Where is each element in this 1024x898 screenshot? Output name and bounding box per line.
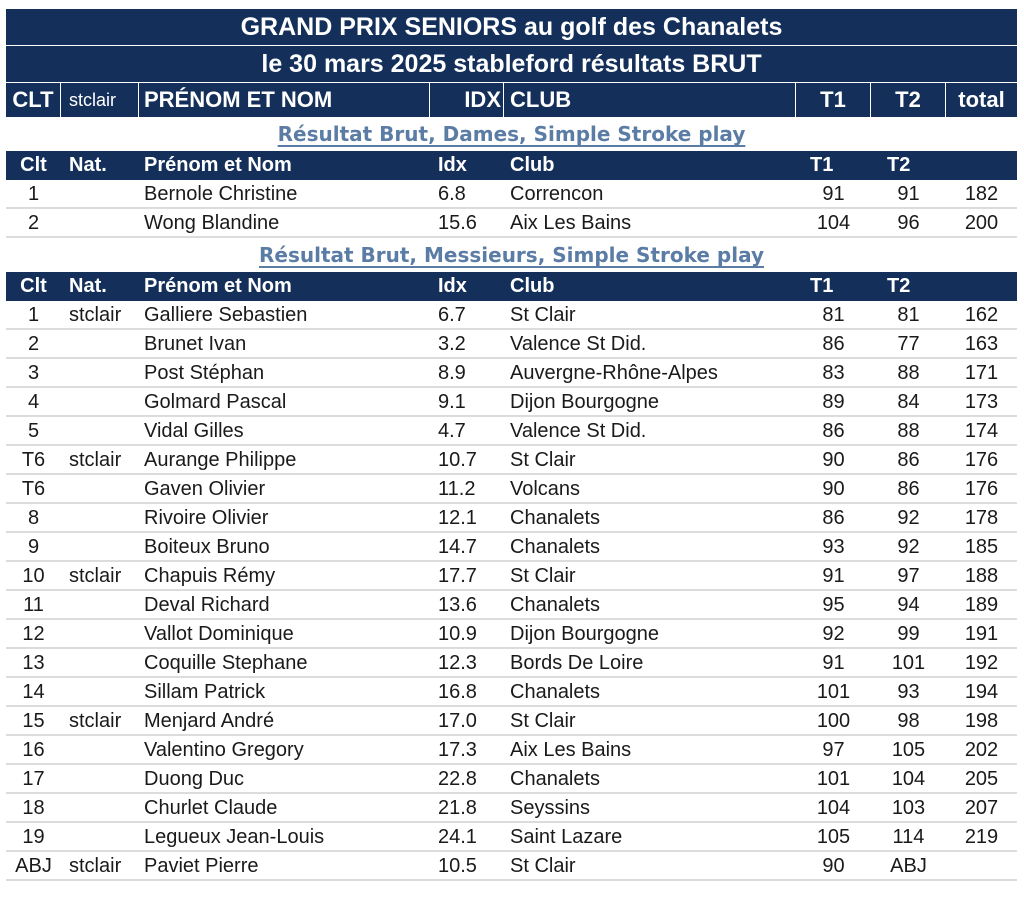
cell-t2: 81 — [897, 304, 920, 326]
cell-idx: 8.9 — [438, 362, 466, 384]
cell-total: 202 — [964, 739, 999, 761]
cell-idx: 9.1 — [438, 391, 466, 413]
cell-name: Deval Richard — [144, 594, 270, 616]
cell-total: 219 — [964, 826, 999, 848]
subheader-clt: Clt — [20, 275, 47, 297]
cell-total: 163 — [964, 333, 999, 355]
cell-club: St Clair — [510, 449, 576, 471]
cell-club: Seyssins — [510, 797, 591, 819]
cell-t1: 91 — [822, 183, 845, 205]
cell-clt: T6 — [21, 449, 46, 471]
table-row — [6, 620, 1017, 649]
cell-club: Chanalets — [510, 681, 601, 703]
subheader-empty — [946, 151, 1017, 180]
cell-nat: stclair — [69, 855, 122, 877]
cell-t2: 104 — [891, 768, 926, 790]
cell-t2: 93 — [897, 681, 920, 703]
cell-t1: 104 — [816, 797, 851, 819]
cell-clt: 4 — [27, 391, 40, 413]
cell-clt: 11 — [23, 594, 44, 616]
cell-clt: 2 — [27, 333, 40, 355]
cell-clt: 13 — [22, 652, 45, 674]
table-row — [6, 823, 1017, 852]
subheader-empty — [946, 272, 1017, 301]
subheader-nat: Nat. — [69, 154, 107, 176]
subheader-t2: T2 — [887, 154, 911, 176]
subheader-t1: T1 — [810, 275, 834, 297]
cell-t2: 98 — [897, 710, 920, 732]
cell-total: 198 — [964, 710, 999, 732]
table-row — [6, 707, 1017, 736]
section-title — [6, 117, 1017, 151]
cell-club: St Clair — [510, 565, 576, 587]
cell-total: 173 — [964, 391, 999, 413]
cell-name: Wong Blandine — [144, 212, 280, 234]
cell-t2: 96 — [897, 212, 920, 234]
cell-club: St Clair — [510, 855, 576, 877]
cell-name: Vallot Dominique — [144, 623, 294, 645]
cell-total: 205 — [964, 768, 999, 790]
table-row — [6, 765, 1017, 794]
cell-club: Aix Les Bains — [510, 212, 632, 234]
cell-idx: 17.7 — [438, 565, 477, 587]
cell-clt: 10 — [22, 565, 45, 587]
cell-clt: 17 — [22, 768, 45, 790]
cell-t2: 77 — [897, 333, 920, 355]
cell-nat — [61, 649, 139, 676]
cell-total: 176 — [964, 478, 999, 500]
cell-name: Chapuis Rémy — [144, 565, 276, 587]
table-row — [6, 301, 1017, 330]
cell-name: Post Stéphan — [144, 362, 265, 384]
table-row — [6, 209, 1017, 238]
cell-nat — [61, 620, 139, 647]
cell-t2: 91 — [897, 183, 920, 205]
cell-t1: 101 — [816, 681, 851, 703]
table-row — [6, 417, 1017, 446]
header-name: PRÉNOM ET NOM — [139, 83, 430, 117]
cell-nat — [61, 417, 139, 444]
header-total: total — [958, 87, 1005, 112]
table-row — [6, 736, 1017, 765]
cell-idx: 3.2 — [438, 333, 466, 355]
table-row — [6, 180, 1017, 209]
header-t1: T1 — [796, 83, 871, 117]
header-t2: T2 — [871, 83, 946, 117]
cell-club: Aix Les Bains — [510, 739, 632, 761]
cell-clt: 16 — [22, 739, 45, 761]
cell-total: 194 — [964, 681, 999, 703]
cell-club: Volcans — [510, 478, 581, 500]
cell-nat — [61, 180, 139, 207]
results-sections — [6, 117, 1017, 881]
section-title — [6, 238, 1017, 272]
cell-club: Saint Lazare — [510, 826, 623, 848]
cell-nat — [61, 388, 139, 415]
section-subheader-row — [6, 151, 1017, 180]
cell-t2: ABJ — [890, 855, 927, 877]
cell-idx: 13.6 — [438, 594, 477, 616]
cell-clt: 1 — [27, 183, 40, 205]
cell-t1: 86 — [822, 420, 845, 442]
cell-idx: 24.1 — [438, 826, 477, 848]
cell-nat: stclair — [69, 449, 122, 471]
cell-name: Aurange Philippe — [144, 449, 297, 471]
cell-total: 178 — [964, 507, 999, 529]
cell-t2: 86 — [897, 478, 920, 500]
cell-t1: 91 — [822, 565, 845, 587]
cell-total: 171 — [964, 362, 999, 384]
cell-t1: 90 — [822, 449, 845, 471]
cell-clt: 1 — [27, 304, 40, 326]
header-idx: IDX — [430, 83, 504, 117]
cell-t2: 105 — [891, 739, 926, 761]
cell-t2: 103 — [891, 797, 926, 819]
cell-t2: 97 — [897, 565, 920, 587]
cell-idx: 14.7 — [438, 536, 477, 558]
header-nat: stclair — [61, 83, 139, 117]
subheader-club: Club — [510, 154, 555, 176]
cell-name: Galliere Sebastien — [144, 304, 308, 326]
cell-name: Paviet Pierre — [144, 855, 259, 877]
cell-idx: 12.3 — [438, 652, 477, 674]
cell-idx: 10.7 — [438, 449, 477, 471]
title-line-2: le 30 mars 2025 stableford résultats BRUT — [6, 46, 1017, 83]
cell-club: Chanalets — [510, 536, 601, 558]
cell-club: Correncon — [510, 183, 604, 205]
cell-idx: 17.0 — [438, 710, 477, 732]
cell-clt: ABJ — [15, 855, 52, 877]
cell-total: 207 — [964, 797, 999, 819]
table-row — [6, 359, 1017, 388]
cell-t2: 99 — [897, 623, 920, 645]
cell-idx: 15.6 — [438, 212, 477, 234]
cell-clt: 2 — [27, 212, 40, 234]
header-clt: CLT — [6, 83, 61, 117]
cell-nat — [61, 765, 139, 792]
cell-nat — [61, 678, 139, 705]
cell-t1: 97 — [822, 739, 845, 761]
cell-clt: 14 — [22, 681, 45, 703]
cell-t1: 86 — [822, 507, 845, 529]
subheader-idx: Idx — [438, 154, 467, 176]
column-header-row — [6, 83, 1017, 117]
cell-nat — [61, 475, 139, 502]
cell-name: Legueux Jean-Louis — [144, 826, 325, 848]
cell-t1: 93 — [822, 536, 845, 558]
cell-clt: T6 — [21, 478, 46, 500]
cell-total: 191 — [964, 623, 999, 645]
cell-club: Chanalets — [510, 768, 601, 790]
subheader-club: Club — [510, 275, 555, 297]
table-row — [6, 330, 1017, 359]
cell-total: 189 — [964, 594, 999, 616]
subheader-name: Prénom et Nom — [144, 275, 292, 297]
cell-clt: 15 — [22, 710, 45, 732]
cell-nat — [61, 359, 139, 386]
cell-total — [946, 852, 1017, 879]
cell-idx: 17.3 — [438, 739, 477, 761]
cell-club: Dijon Bourgogne — [510, 623, 659, 645]
cell-club: St Clair — [510, 710, 576, 732]
cell-idx: 12.1 — [438, 507, 477, 529]
cell-total: 182 — [964, 183, 999, 205]
cell-club: Valence St Did. — [510, 333, 647, 355]
cell-idx: 10.5 — [438, 855, 477, 877]
cell-name: Rivoire Olivier — [144, 507, 269, 529]
table-row — [6, 504, 1017, 533]
cell-total: 162 — [964, 304, 999, 326]
subheader-t1: T1 — [810, 154, 834, 176]
cell-total: 174 — [964, 420, 999, 442]
cell-nat — [61, 330, 139, 357]
cell-t2: 101 — [891, 652, 926, 674]
cell-t2: 92 — [897, 536, 920, 558]
cell-club: St Clair — [510, 304, 576, 326]
cell-t1: 89 — [822, 391, 845, 413]
table-row — [6, 562, 1017, 591]
table-row — [6, 446, 1017, 475]
cell-nat — [61, 736, 139, 763]
cell-t1: 86 — [822, 333, 845, 355]
cell-name: Menjard André — [144, 710, 275, 732]
cell-t1: 104 — [816, 212, 851, 234]
cell-name: Sillam Patrick — [144, 681, 266, 703]
cell-club: Chanalets — [510, 507, 601, 529]
table-row — [6, 388, 1017, 417]
cell-t1: 81 — [822, 304, 845, 326]
cell-name: Duong Duc — [144, 768, 245, 790]
table-row — [6, 794, 1017, 823]
cell-club: Auvergne-Rhône-Alpes — [510, 362, 718, 384]
cell-nat — [61, 209, 139, 236]
cell-idx: 6.8 — [438, 183, 466, 205]
header-club: CLUB — [504, 83, 796, 117]
cell-club: Chanalets — [510, 594, 601, 616]
table-row — [6, 475, 1017, 504]
cell-nat — [61, 533, 139, 560]
cell-idx: 11.2 — [438, 478, 476, 500]
cell-t2: 88 — [897, 362, 920, 384]
cell-clt: 19 — [22, 826, 45, 848]
cell-idx: 21.8 — [438, 797, 477, 819]
cell-name: Coquille Stephane — [144, 652, 308, 674]
cell-total: 176 — [964, 449, 999, 471]
cell-total: 185 — [964, 536, 999, 558]
subheader-clt: Clt — [20, 154, 47, 176]
cell-t1: 92 — [822, 623, 845, 645]
table-row — [6, 591, 1017, 620]
cell-idx: 4.7 — [438, 420, 466, 442]
section-title-text: Résultat Brut, Messieurs, Simple Stroke play — [258, 243, 765, 267]
cell-t2: 86 — [897, 449, 920, 471]
cell-t1: 95 — [822, 594, 845, 616]
cell-name: Brunet Ivan — [144, 333, 247, 355]
cell-total: 188 — [964, 565, 999, 587]
subheader-t2: T2 — [887, 275, 911, 297]
subheader-name: Prénom et Nom — [144, 154, 292, 176]
cell-t1: 101 — [816, 768, 851, 790]
cell-clt: 12 — [22, 623, 45, 645]
cell-idx: 16.8 — [438, 681, 477, 703]
cell-t2: 84 — [897, 391, 920, 413]
cell-idx: 22.8 — [438, 768, 477, 790]
cell-idx: 10.9 — [438, 623, 477, 645]
cell-nat — [61, 823, 139, 850]
cell-clt: 5 — [27, 420, 40, 442]
cell-clt: 18 — [22, 797, 45, 819]
cell-clt: 3 — [27, 362, 40, 384]
cell-idx: 6.7 — [438, 304, 466, 326]
cell-t2: 114 — [892, 826, 925, 848]
cell-nat — [61, 591, 139, 618]
results-sheet — [6, 9, 1017, 881]
section-subheader-row — [6, 272, 1017, 301]
cell-t1: 105 — [816, 826, 851, 848]
cell-total: 192 — [964, 652, 999, 674]
cell-club: Bords De Loire — [510, 652, 644, 674]
cell-total: 200 — [964, 212, 999, 234]
cell-nat — [61, 794, 139, 821]
cell-name: Valentino Gregory — [144, 739, 304, 761]
cell-name: Golmard Pascal — [144, 391, 287, 413]
cell-name: Boiteux Bruno — [144, 536, 270, 558]
cell-nat: stclair — [69, 710, 122, 732]
subheader-idx: Idx — [438, 275, 467, 297]
cell-clt: 9 — [27, 536, 40, 558]
cell-clt: 8 — [27, 507, 40, 529]
cell-name: Vidal Gilles — [144, 420, 244, 442]
cell-nat: stclair — [69, 565, 122, 587]
title-line-1: GRAND PRIX SENIORS au golf des Chanalets — [6, 9, 1017, 46]
cell-name: Bernole Christine — [144, 183, 298, 205]
section-title-text: Résultat Brut, Dames, Simple Stroke play — [277, 122, 746, 146]
cell-t1: 100 — [816, 710, 851, 732]
cell-name: Churlet Claude — [144, 797, 278, 819]
cell-t2: 94 — [897, 594, 920, 616]
subheader-nat: Nat. — [69, 275, 107, 297]
cell-name: Gaven Olivier — [144, 478, 266, 500]
cell-nat: stclair — [69, 304, 122, 326]
table-row — [6, 649, 1017, 678]
cell-nat — [61, 504, 139, 531]
cell-club: Valence St Did. — [510, 420, 647, 442]
table-row — [6, 852, 1017, 881]
cell-t1: 90 — [822, 478, 845, 500]
cell-t1: 90 — [822, 855, 845, 877]
cell-t1: 83 — [822, 362, 845, 384]
cell-t1: 91 — [822, 652, 845, 674]
table-row — [6, 533, 1017, 562]
table-row — [6, 678, 1017, 707]
cell-t2: 92 — [897, 507, 920, 529]
cell-t2: 88 — [897, 420, 920, 442]
cell-club: Dijon Bourgogne — [510, 391, 659, 413]
